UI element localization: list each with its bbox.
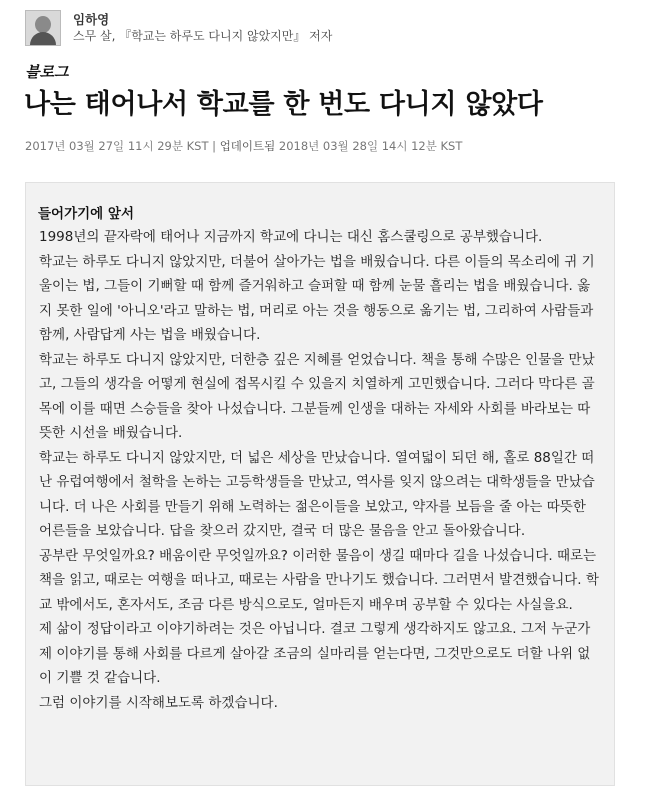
category-label[interactable]: 블로그 [25,63,69,81]
author-text [73,12,332,44]
author-avatar[interactable] [25,10,61,46]
intro-box [25,182,615,786]
avatar-body-shape [30,32,56,46]
intro-paragraphs [39,225,599,715]
updated-date: 2018년 03월 28일 14시 12분 KST [275,139,463,153]
intro-heading: 들어가기에 앞서 [38,206,134,222]
avatar-head-shape [35,16,51,33]
intro-paragraph: 공부란 무엇일까요? 배움이란 무엇일까요? 이러한 물음이 생길 때마다 길을 나섰습니다. 때로는 책을 읽고, 때로는 여행을 떠나고, 때로는 사람을 만나기도 했습니다. 그러면서 발견했습니다. 학교 밖에서도, 혼자서도, 조금 다른 방식으로도, 얼마든지 배우며 공부할 수 있다는 사실을요. [39,547,599,613]
article-title: 나는 태어나서 학교를 한 번도 다니지 않았다 [24,89,543,120]
intro-paragraph: 제 삶이 정답이라고 이야기하려는 것은 아닙니다. 결코 그렇게 생각하지도 않고요. 그저 누군가 제 이야기를 통해 사회를 다르게 살아갈 조금의 실마리를 얻는다면, 그것만으로도 더할 나위 없이 기쁠 것 같습니다. [39,621,591,686]
published-date: 2017년 03월 27일 11시 29분 KST [25,139,209,153]
intro-paragraph: 학교는 하루도 다니지 않았지만, 더한층 깊은 지혜를 얻었습니다. 책을 통해 수많은 인물을 만났고, 그들의 생각을 어떻게 현실에 접목시킬 수 있을지 치열하게 고민했습니다. 그러다 막다른 골목에 이를 때면 스승들을 찾아 나섰습니다. 그분들께 인생을 대하는 자세와 사회를 바라보는 따뜻한 시선을 배웠습니다. [39,351,595,441]
author-block [25,10,332,46]
author-name[interactable]: 임하영 [73,12,110,27]
meta-separator: | [208,139,220,153]
intro-paragraph: 그럼 이야기를 시작해보도록 하겠습니다. [39,694,278,711]
intro-paragraph: 학교는 하루도 다니지 않았지만, 더불어 살아가는 법을 배웠습니다. 다른 이들의 목소리에 귀 기울이는 법, 그들이 기뻐할 때 함께 즐거워하고 슬퍼할 때 함께 눈물 흘리는 법을 배웠습니다. 옳지 못한 일에 '아니오'라고 말하는 법, 머리로 아는 것을 행동으로 옮기는 법, 그리하여 사람들과 함께, 사람답게 사는 법을 배웠습니다. [39,253,595,343]
updated-label: 업데이트됨 [219,139,276,153]
article-meta [25,139,462,153]
author-description: 스무 살, 『학교는 하루도 다니지 않았지만』 저자 [73,29,333,43]
intro-paragraph: 1998년의 끝자락에 태어나 지금까지 학교에 다니는 대신 홈스쿨링으로 공부했습니다. [39,229,543,245]
intro-paragraph: 학교는 하루도 다니지 않았지만, 더 넓은 세상을 만났습니다. 열여덟이 되던 해, 홀로 88일간 떠난 유럽여행에서 철학을 논하는 고등학생들을 만났고, 역사를 잊지 않으려는 대학생들을 만났습니다. 더 나은 사회를 만들기 위해 노력하는 젊은이들을 보았고, 약자를 보듬을 줄 아는 따뜻한 어른들을 보았습니다. 답을 찾으러 갔지만, 결국 더 많은 물음을 안고 돌아왔습니다. [39,449,595,539]
